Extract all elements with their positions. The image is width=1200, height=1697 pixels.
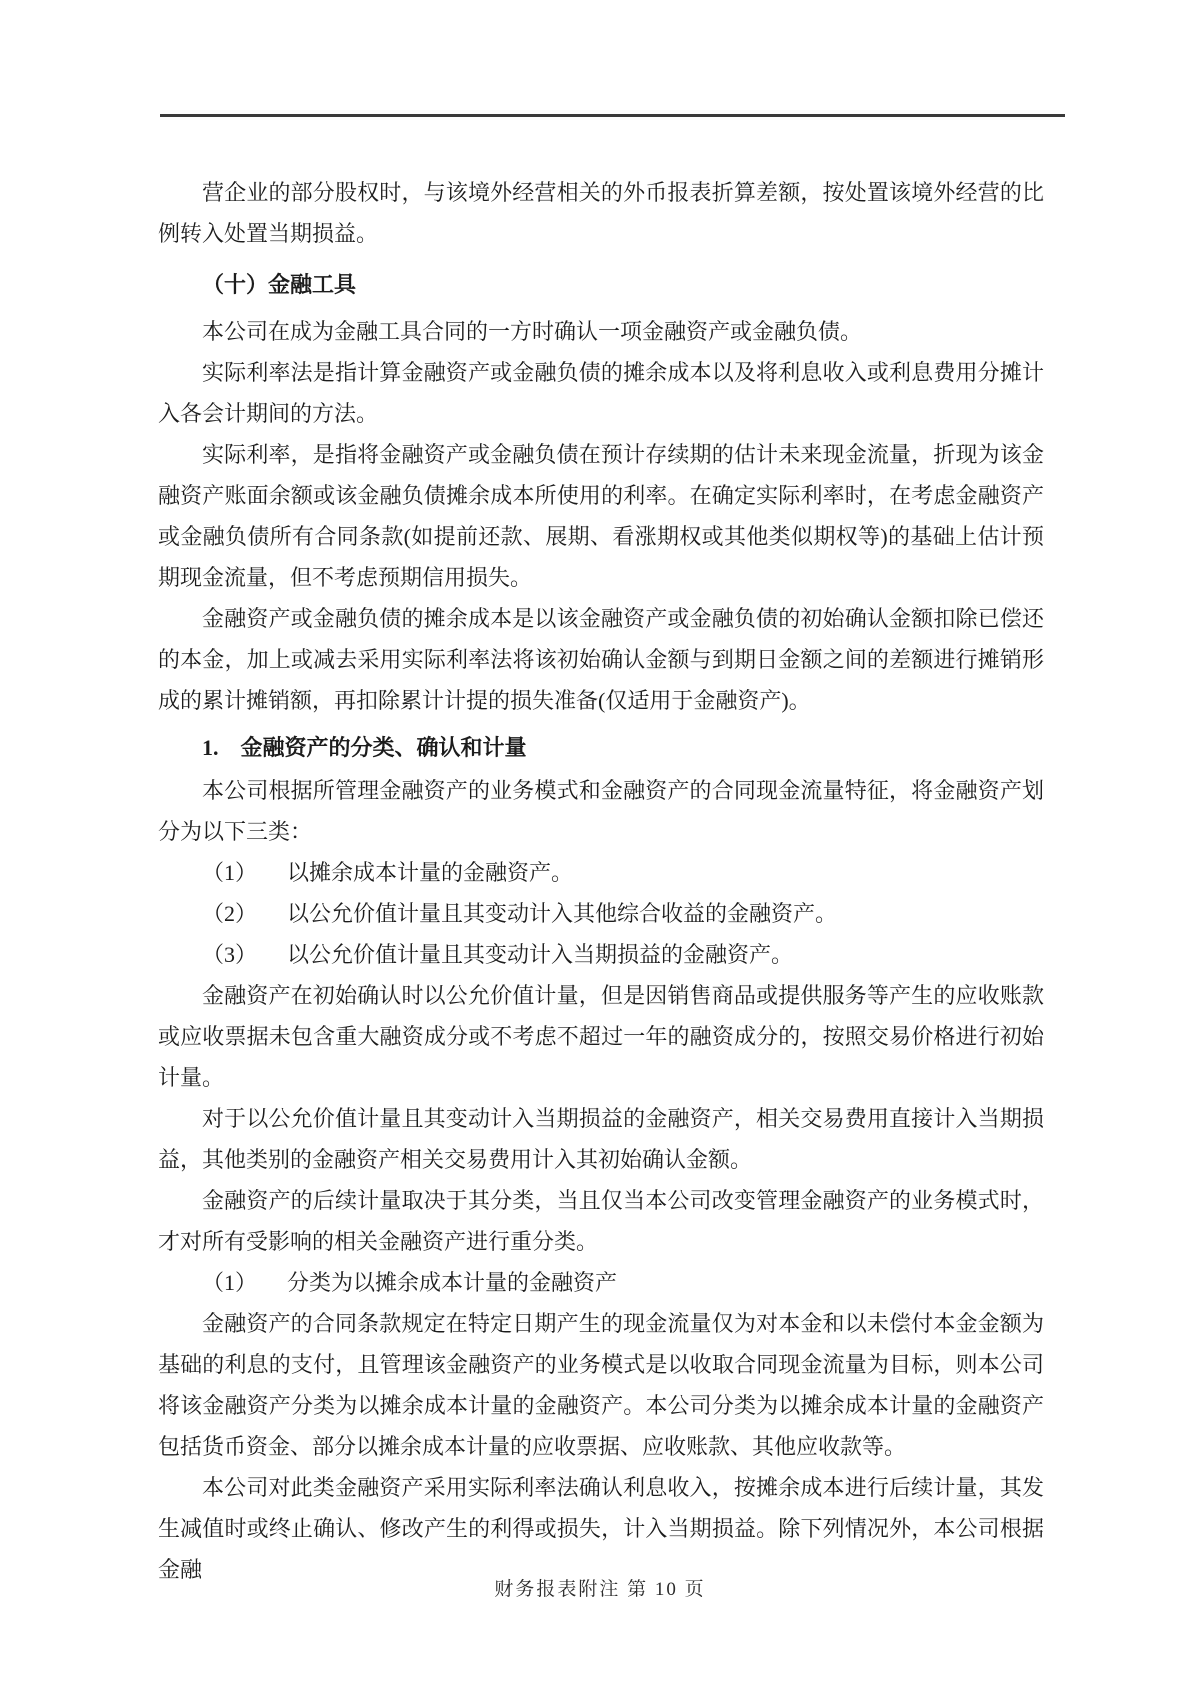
section-heading-financial-instruments: （十）金融工具 (202, 272, 357, 297)
subsection-number: 1. (202, 735, 219, 760)
paragraph: 实际利率，是指将金融资产或金融负债在预计存续期的估计未来现金流量，折现为该金融资产账面余额或该金融负债摊余成本所使用的利率。在确定实际利率时，在考虑金融资产或金融负债所有合同条款(如提前还款、展期、看涨期权或其他类似期权等)的基础上估计预期现金流量，但不考虑预期信用损失。 (158, 442, 1044, 590)
page-footer-text: 财务报表附注 第 10 页 (494, 1579, 706, 1600)
paragraph: 金融资产或金融负债的摊余成本是以该金融资产或金融负债的初始确认金额扣除已偿还的本金，加上或减去采用实际利率法将该初始确认金额与到期日金额之间的差额进行摊销形成的累计摊销额，再扣除累计计提的损失准备(仅适用于金融资产)。 (158, 606, 1044, 713)
list-item-number: （2） (202, 901, 258, 926)
list-item-text: 以摊余成本计量的金融资产。 (287, 860, 574, 885)
subsection-heading-classification (158, 727, 1044, 768)
list-item-text: 分类为以摊余成本计量的金融资产 (287, 1270, 618, 1295)
list-item-number: （1） (202, 860, 258, 885)
paragraph: 金融资产的后续计量取决于其分类，当且仅当本公司改变管理金融资产的业务模式时，才对所有受影响的相关金融资产进行重分类。 (158, 1188, 1044, 1254)
list-item-number: （1） (202, 1270, 258, 1295)
header-rule (160, 114, 1065, 117)
paragraph: 金融资产在初始确认时以公允价值计量，但是因销售商品或提供服务等产生的应收账款或应收票据未包含重大融资成分或不考虑不超过一年的融资成分的，按照交易价格进行初始计量。 (158, 983, 1044, 1090)
paragraph: 本公司根据所管理金融资产的业务模式和金融资产的合同现金流量特征，将金融资产划分为以下三类： (158, 778, 1044, 844)
paragraph-continuation: 营企业的部分股权时，与该境外经营相关的外币报表折算差额，按处置该境外经营的比例转入处置当期损益。 (158, 180, 1044, 246)
subsection-title: 金融资产的分类、确认和计量 (240, 735, 527, 760)
paragraph: 本公司对此类金融资产采用实际利率法确认利息收入，按摊余成本进行后续计量，其发生减值时或终止确认、修改产生的利得或损失，计入当期损益。除下列情况外，本公司根据金融 (158, 1475, 1044, 1582)
paragraph: 实际利率法是指计算金融资产或金融负债的摊余成本以及将利息收入或利息费用分摊计入各会计期间的方法。 (158, 360, 1044, 426)
paragraph: 本公司在成为金融工具合同的一方时确认一项金融资产或金融负债。 (202, 319, 863, 344)
paragraph: 金融资产的合同条款规定在特定日期产生的现金流量仅为对本金和以未偿付本金金额为基础的利息的支付，且管理该金融资产的业务模式是以收取合同现金流量为目标，则本公司将该金融资产分类为以摊余成本计量的金融资产。本公司分类为以摊余成本计量的金融资产包括货币资金、部分以摊余成本计量的应收票据、应收账款、其他应收款等。 (158, 1311, 1044, 1459)
list-item-fvoci (158, 893, 1044, 934)
list-item-text: 以公允价值计量且其变动计入其他综合收益的金融资产。 (287, 901, 838, 926)
list-item-fvtpl (158, 934, 1044, 975)
document-content (158, 172, 1044, 1590)
list-item-classified-amortized-cost (158, 1262, 1044, 1303)
paragraph: 对于以公允价值计量且其变动计入当期损益的金融资产，相关交易费用直接计入当期损益，其他类别的金融资产相关交易费用计入其初始确认金额。 (158, 1106, 1044, 1172)
list-item-number: （3） (202, 942, 258, 967)
page-footer (0, 1574, 1200, 1601)
list-item-text: 以公允价值计量且其变动计入当期损益的金融资产。 (287, 942, 794, 967)
list-item-amortized-cost (158, 852, 1044, 893)
